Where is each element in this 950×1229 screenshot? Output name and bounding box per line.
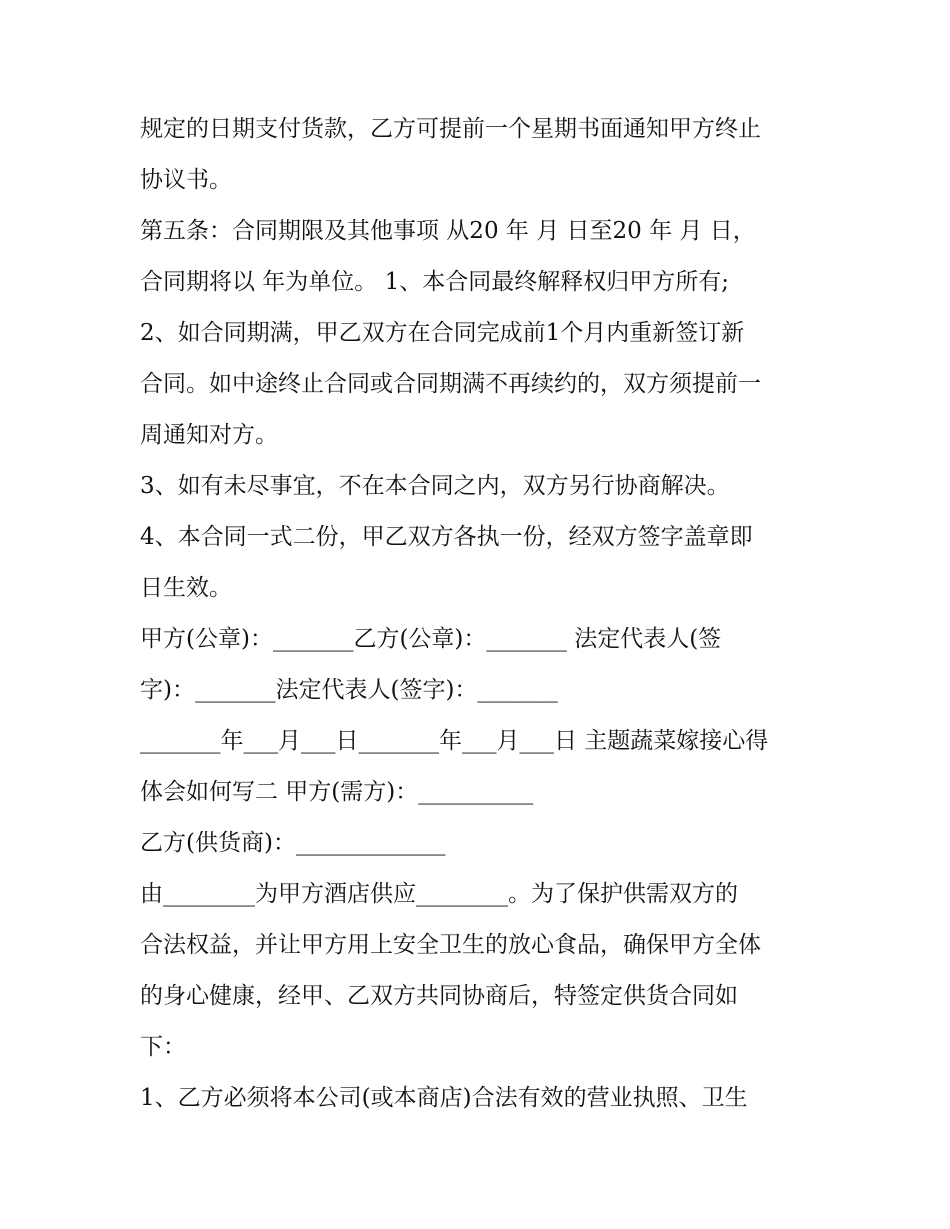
- contract-body-text: [140, 104, 840, 1124]
- text-line: 下：: [140, 1034, 186, 1060]
- text-line: 合同期将以 年为单位。 1、本合同最终解释权归甲方所有;: [140, 269, 730, 295]
- text-line: 第五条：合同期限及其他事项 从20 年 月 日至20 年 月 日，: [140, 218, 756, 244]
- text-line: 由________为甲方酒店供应________。为了保护供需双方的: [140, 881, 738, 907]
- text-line: 3、如有未尽事宜，不在本合同之内，双方另行协商解决。: [140, 473, 730, 499]
- text-line: 乙方(供货商)：_____________: [140, 830, 446, 856]
- text-line: 的身心健康，经甲、乙双方共同协商后，特签定供货合同如: [140, 983, 738, 1009]
- text-line: 规定的日期支付货款，乙方可提前一个星期书面通知甲方终止: [140, 116, 761, 142]
- text-line: 合同。如中途终止合同或合同期满不再续约的，双方须提前一: [140, 371, 761, 397]
- text-line: 协议书。: [140, 167, 232, 193]
- text-line: 周通知对方。: [140, 422, 278, 448]
- text-line: 1、乙方必须将本公司(或本商店)合法有效的营业执照、卫生: [140, 1085, 748, 1111]
- text-line: 字)：_______法定代表人(签字)：_______: [140, 677, 558, 703]
- text-line: 合法权益，并让甲方用上安全卫生的放心食品，确保甲方全体: [140, 932, 761, 958]
- text-line: 体会如何写二 甲方(需方)：__________: [140, 779, 534, 805]
- text-line: 2、如合同期满，甲乙双方在合同完成前1个月内重新签订新: [140, 320, 745, 346]
- text-line: 甲方(公章)：_______乙方(公章)：_______ 法定代表人(签: [140, 626, 722, 652]
- text-line: 日生效。: [140, 575, 232, 601]
- text-line: 4、本合同一式二份，甲乙双方各执一份，经双方签字盖章即: [140, 524, 753, 550]
- text-line: _______年___月___日_______年___月___日 主题蔬菜嫁接心得: [140, 728, 769, 754]
